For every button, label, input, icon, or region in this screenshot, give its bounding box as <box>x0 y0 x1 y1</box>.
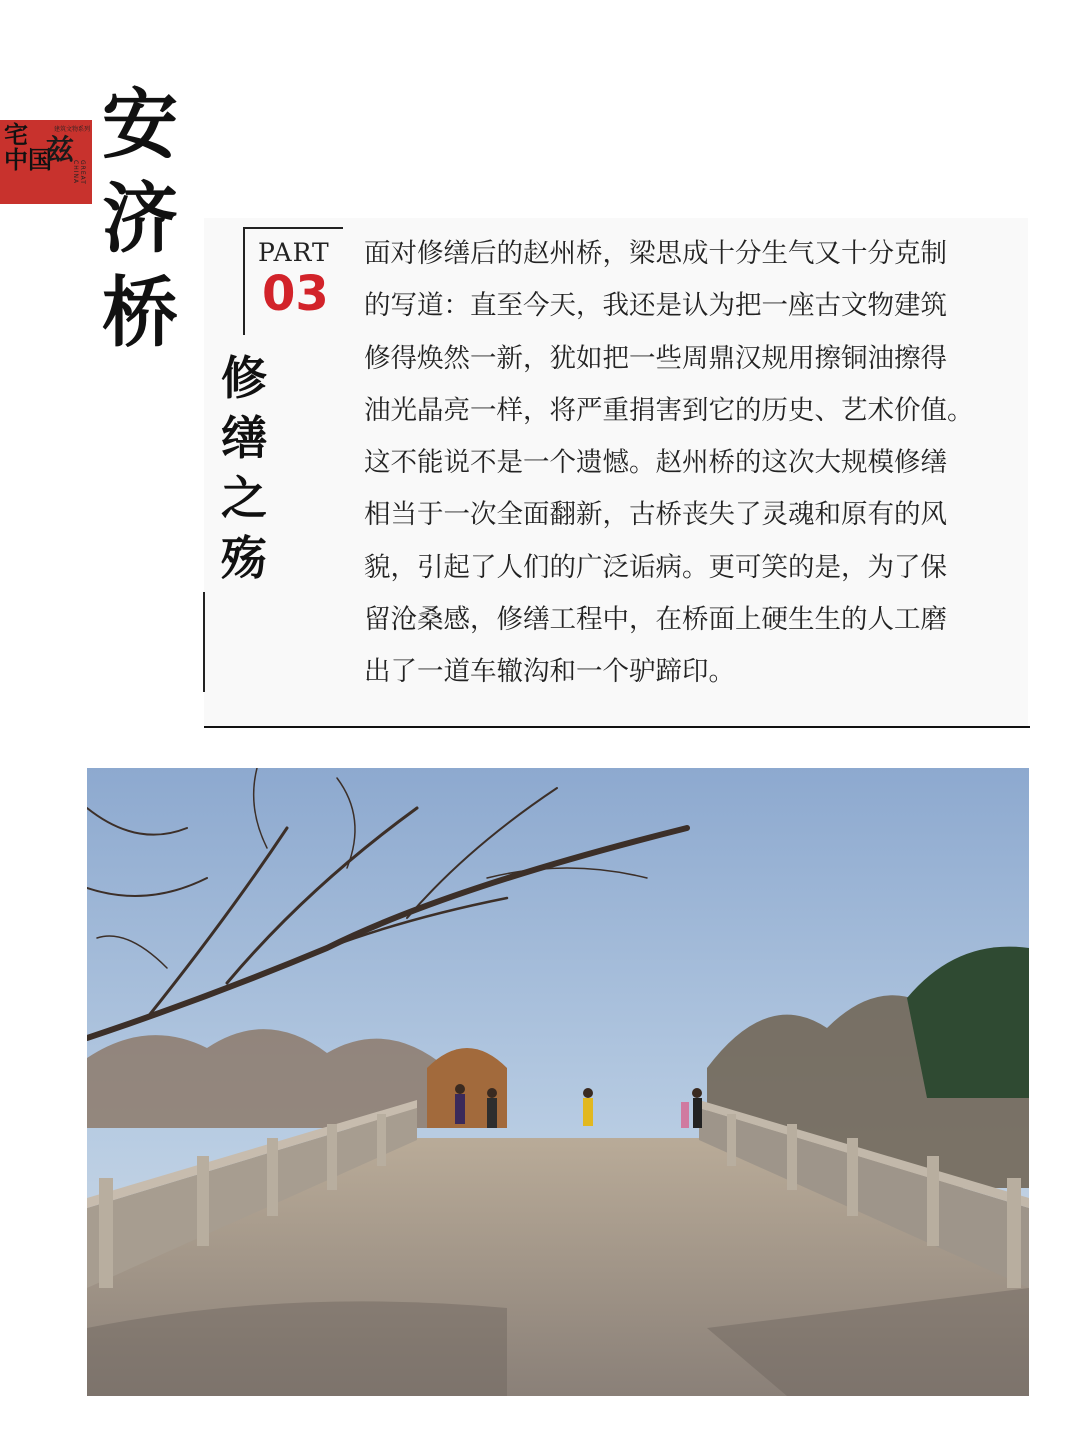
part-frame-left <box>243 227 245 335</box>
bridge-photo <box>87 768 1029 1396</box>
brand-logo <box>0 120 92 204</box>
part-number: 03 <box>262 266 329 322</box>
body-paragraph: 面对修缮后的赵州桥，梁思成十分生气又十分克制 的写道：直至今天，我还是认为把一座古文物建筑 修得焕然一新，犹如把一些周鼎汉规用擦铜油擦得 油光晶亮一样，将严重捐害到它的历史、艺术价值。 这不能说不是一个遗憾。赵州桥的这次大规模修缮 相当于一次全面翻新，古桥丧失了灵魂和原有的风 貌，引起了人们的广泛诟病。更可笑的是，为了保 留沧桑感，修缮工程中，在桥面上硬生生的人工磨 出了一道车辙沟和一个驴蹄印。 <box>364 238 974 688</box>
part-label: PART <box>258 238 330 267</box>
logo-english-text: GREAT CHINA <box>72 160 86 185</box>
page-title: 安济桥 <box>102 80 178 357</box>
logo-series-text: 建筑文物系列 <box>54 126 91 133</box>
logo-sub-text: 兹 <box>46 133 75 166</box>
section-title: 修缮之殇 <box>221 351 267 585</box>
part-frame-top <box>243 227 343 229</box>
side-rule <box>203 592 205 692</box>
card-divider <box>204 726 1030 728</box>
bridge-photo-illustration <box>87 768 1029 1396</box>
logo-main-text: 宅 中国 <box>4 120 52 174</box>
